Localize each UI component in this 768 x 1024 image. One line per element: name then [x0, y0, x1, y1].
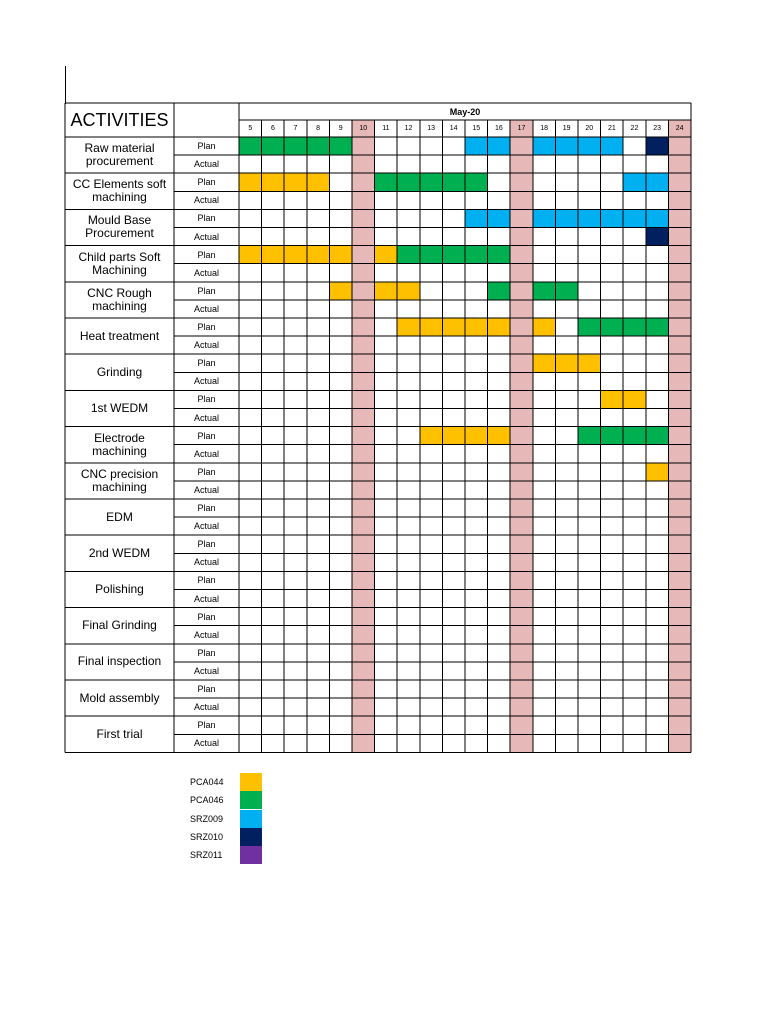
legend-swatch-srz011 [240, 846, 262, 864]
day-label: 6 [270, 125, 275, 132]
day-label: 24 [675, 125, 684, 132]
activity-name: CNC Rough machining [87, 285, 152, 313]
day-label: 13 [427, 125, 435, 132]
activity-name: Grinding [96, 364, 143, 379]
actual-label: Actual [193, 484, 219, 495]
actual-label: Actual [193, 231, 219, 242]
actual-label: Actual [193, 303, 219, 314]
activity-name: Heat treatment [79, 328, 160, 343]
legend-label: PCA046 [190, 795, 224, 806]
actual-label: Actual [193, 376, 219, 387]
actual-label: Actual [193, 521, 219, 532]
plan-label: Plan [197, 249, 216, 260]
legend-label: SRZ011 [190, 850, 223, 861]
activity-name: First trial [96, 726, 143, 741]
plan-label: Plan [197, 611, 216, 622]
plan-label: Plan [197, 539, 216, 550]
plan-label: Plan [197, 358, 216, 369]
day-label: 15 [472, 125, 481, 132]
day-label: 16 [494, 125, 503, 132]
legend-swatch-pca044 [240, 773, 262, 791]
activity-name: Polishing [95, 581, 144, 596]
plan-label: Plan [197, 213, 216, 224]
actual-label: Actual [193, 557, 219, 568]
plan-label: Plan [197, 575, 216, 586]
actual-label: Actual [193, 448, 219, 459]
legend-label: PCA044 [190, 777, 224, 787]
day-label: 5 [248, 125, 253, 132]
day-label: 10 [359, 125, 368, 132]
activity-name: Final Grinding [82, 618, 157, 633]
actual-label: Actual [193, 195, 219, 206]
legend-swatch-srz010 [240, 828, 262, 846]
activity-name: 2nd WEDM [88, 545, 151, 560]
legend-label: SRZ009 [190, 813, 224, 824]
actual-label: Actual [193, 593, 219, 604]
day-label: 11 [382, 125, 390, 132]
plan-label: Plan [197, 503, 216, 514]
day-label: 20 [585, 125, 594, 132]
activities-title: ACTIVITIES [70, 109, 169, 130]
actual-label: Actual [193, 738, 219, 749]
actual-label: Actual [193, 159, 219, 170]
day-label: 22 [630, 125, 639, 132]
legend-label: SRZ010 [190, 831, 224, 842]
plan-label: Plan [197, 720, 216, 731]
day-label: 8 [316, 125, 321, 132]
activity-name: Electrode machining [92, 430, 147, 458]
actual-label: Actual [193, 340, 219, 351]
activity-name: CC Elements soft machining [72, 177, 167, 205]
day-label: 9 [338, 125, 343, 132]
day-label: 18 [540, 125, 548, 132]
actual-label: Actual [193, 629, 219, 640]
plan-label: Plan [197, 177, 216, 188]
actual-label: Actual [193, 412, 219, 423]
activity-name: CNC precision machining [80, 466, 159, 494]
day-label: 17 [517, 125, 526, 132]
actual-label: Actual [193, 665, 219, 676]
day-label: 14 [449, 125, 458, 132]
day-label: 21 [607, 125, 616, 132]
activity-name: EDM [106, 509, 133, 524]
plan-label: Plan [197, 466, 216, 477]
actual-label: Actual [193, 267, 219, 278]
actual-label: Actual [193, 702, 219, 713]
plan-label: Plan [197, 684, 216, 695]
month-label: May-20 [449, 106, 481, 117]
activity-name: Raw material procurement [84, 141, 155, 169]
plan-label: Plan [197, 322, 216, 333]
day-label: 23 [653, 125, 661, 132]
activity-name: Child parts Soft Machining [78, 249, 161, 277]
activity-name: Mold assembly [79, 690, 160, 705]
activity-name: Final inspection [77, 654, 162, 669]
day-label: 19 [562, 125, 571, 132]
legend-swatch-srz009 [240, 810, 262, 828]
plan-label: Plan [197, 141, 216, 152]
day-label: 12 [404, 125, 413, 132]
activity-name: 1st WEDM [90, 400, 149, 415]
activity-name: Mould Base Procurement [85, 213, 154, 241]
plan-label: Plan [197, 430, 216, 441]
legend-swatch-pca046 [240, 791, 262, 809]
plan-label: Plan [197, 647, 216, 658]
plan-label: Plan [197, 394, 216, 405]
plan-label: Plan [197, 285, 216, 296]
day-label: 7 [293, 125, 298, 132]
